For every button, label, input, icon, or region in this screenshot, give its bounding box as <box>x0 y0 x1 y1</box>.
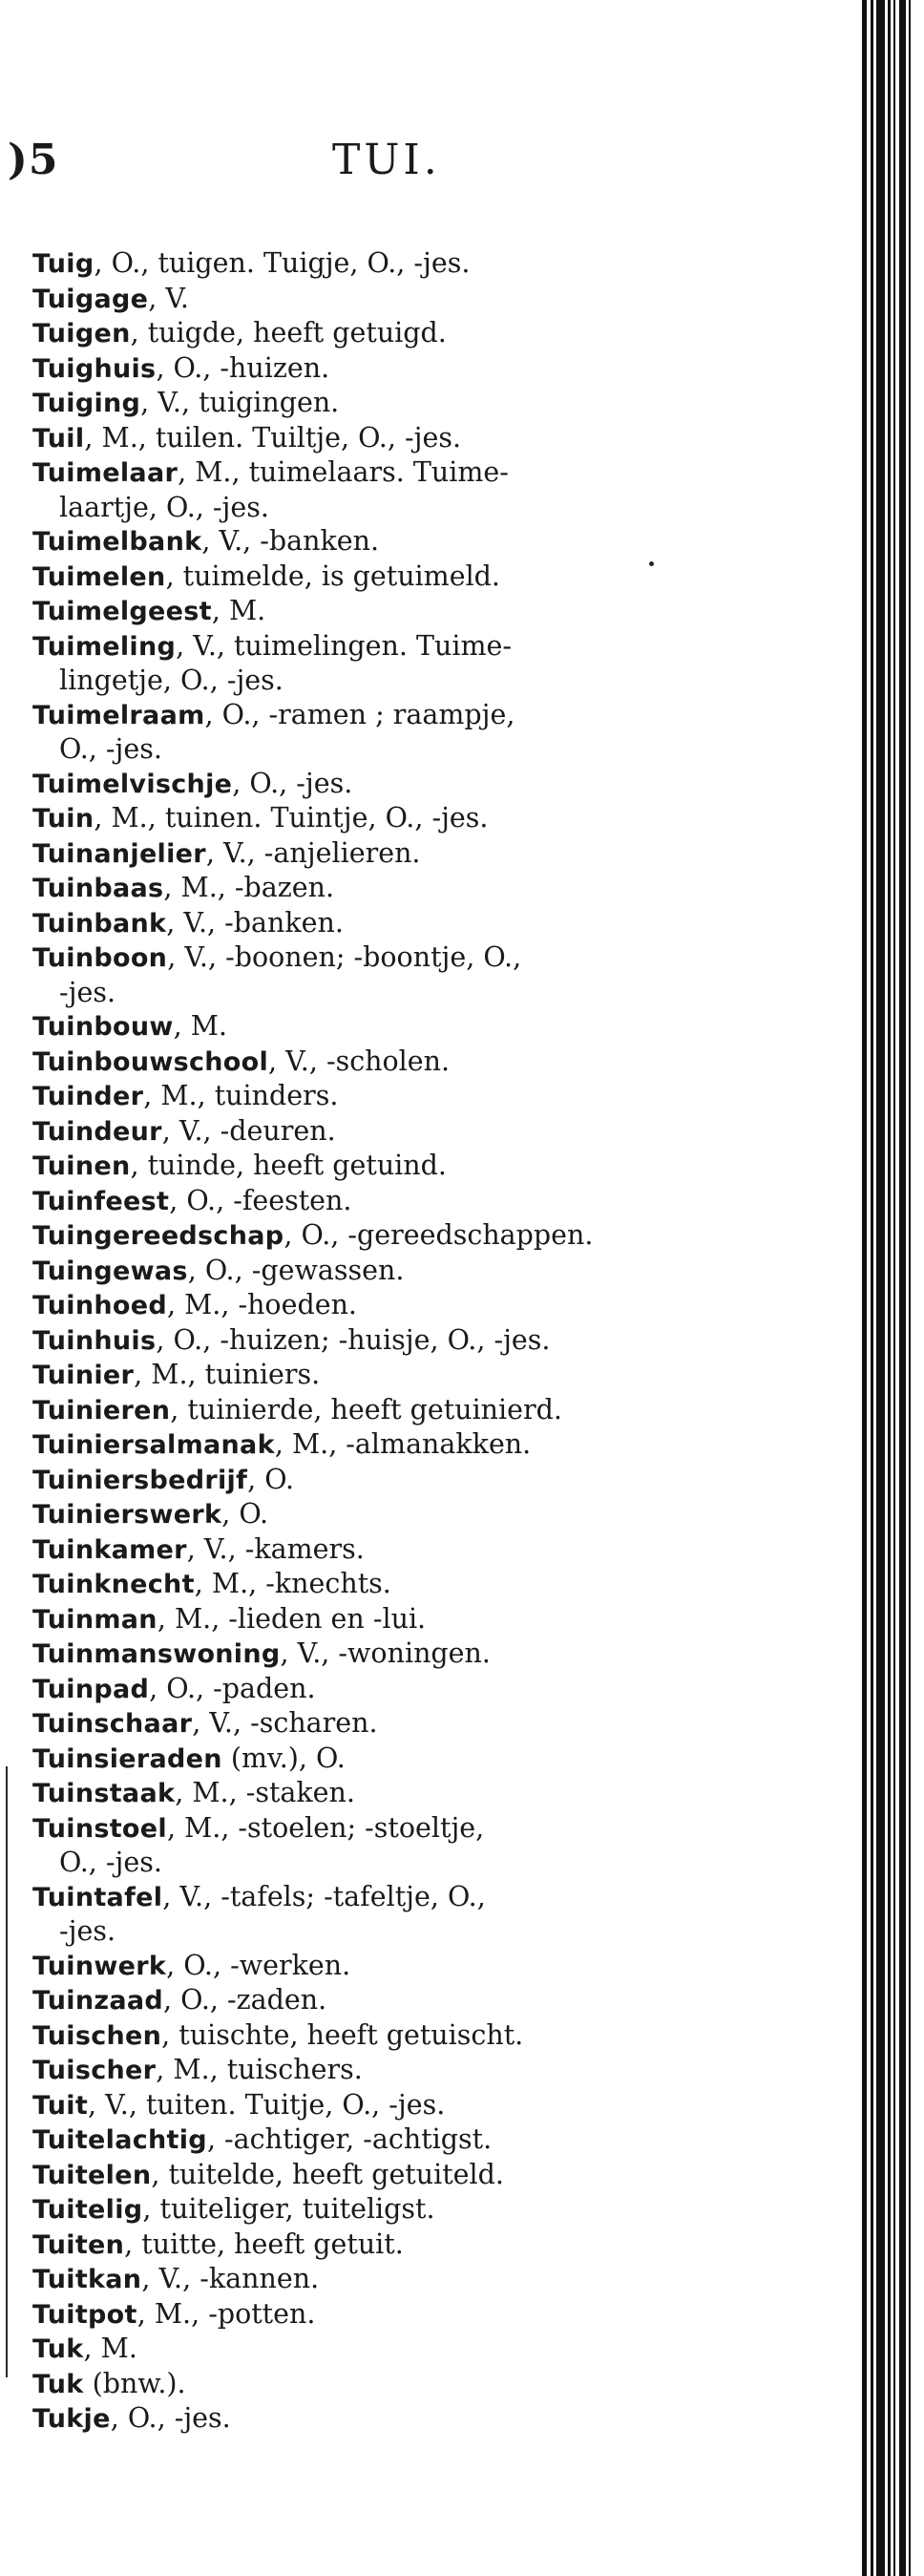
entry-continuation: O., -jes. <box>59 733 162 765</box>
dictionary-entry <box>32 767 758 802</box>
entry-headword: Tuinstoel <box>32 1813 167 1844</box>
entry-definition: , M., tuischers. <box>156 2054 363 2085</box>
entry-headword: Tuinboon <box>32 943 168 973</box>
entry-definition: , M. <box>173 1010 227 1042</box>
dictionary-entry <box>32 1706 758 1742</box>
entry-definition: , V., -banken. <box>201 525 380 557</box>
entry-definition: , O., tuigen. Tuigje, O., -jes. <box>94 247 471 279</box>
entry-continuation: O., -jes. <box>59 1847 162 1878</box>
entry-headword: Tukje <box>32 2404 111 2434</box>
entry-headword: Tuiten <box>32 2229 125 2260</box>
dictionary-entry <box>32 2158 758 2193</box>
entry-headword: Tuin <box>32 804 94 834</box>
margin-rule <box>6 1766 8 2377</box>
entry-definition: , O., -huizen; -huisje, O., -jes. <box>156 1323 551 1356</box>
entry-definition: , M., -potten. <box>136 2297 316 2330</box>
entry-headword: Tuimelraam <box>32 700 205 730</box>
dictionary-entry <box>32 1045 758 1080</box>
dictionary-entry <box>32 1880 758 1949</box>
entry-definition: , O., -paden. <box>149 1672 316 1704</box>
dictionary-entry <box>32 1742 758 1777</box>
entry-headword: Tuinen <box>32 1151 131 1181</box>
entry-definition: , O., -zaden. <box>163 1984 327 2016</box>
dictionary-entry <box>32 1463 758 1498</box>
entry-headword: Tuil <box>32 423 85 454</box>
dictionary-entry <box>32 871 758 906</box>
entry-headword: Tuinfeest <box>32 1186 170 1216</box>
entry-definition: , tuitte, heeft getuit. <box>124 2228 404 2260</box>
dictionary-entry <box>32 2228 758 2263</box>
entry-headword: Tuimelvischje <box>32 769 233 799</box>
entry-headword: Tuigage <box>32 284 149 314</box>
entry-headword: Tuinder <box>32 1082 144 1111</box>
entry-headword: Tuitelig <box>32 2195 143 2225</box>
entry-definition: , M., tuinders. <box>143 1080 339 1111</box>
dictionary-entry <box>32 801 758 836</box>
entry-headword: Tuiging <box>32 389 141 418</box>
dictionary-entry <box>32 1358 758 1393</box>
entry-definition: , O., -gereedschappen. <box>284 1219 594 1251</box>
entry-headword: Tuinbouwschool <box>32 1046 269 1077</box>
dictionary-entry <box>32 1079 758 1114</box>
entry-definition: , O., -werken. <box>166 1949 351 1981</box>
dictionary-entry <box>32 1288 758 1323</box>
entry-headword: Tuinhoed <box>32 1291 167 1320</box>
dictionary-entry <box>32 386 758 421</box>
entry-headword: Tuk <box>32 2334 84 2364</box>
entry-definition: , M., -staken. <box>175 1777 355 1808</box>
entry-definition: , M., tuinen. Tuintje, O., -jes. <box>94 802 489 834</box>
entry-headword: Tuinschaar <box>32 1709 193 1739</box>
entry-definition: , V., -woningen. <box>280 1637 491 1669</box>
dictionary-entry <box>32 698 758 767</box>
entry-definition: , tuimelde, is getuimeld. <box>165 560 500 592</box>
dictionary-entry <box>32 1983 758 2018</box>
entry-definition: , O., -feesten. <box>169 1184 352 1216</box>
entry-definition: , O., -ramen ; raampje, <box>204 698 515 730</box>
dictionary-entry <box>32 2332 758 2367</box>
speck <box>649 561 654 566</box>
entry-headword: Tuiniersalmanak <box>32 1430 275 1460</box>
entry-definition: , tuischte, heeft getuischt. <box>161 2018 524 2051</box>
entry-definition: (mv.), O. <box>221 1742 346 1774</box>
entry-definition: , tuitelde, heeft getuiteld. <box>151 2158 504 2190</box>
entry-definition: , O., -jes. <box>110 2402 231 2434</box>
dictionary-entry <box>32 1114 758 1150</box>
dictionary-entry <box>32 2053 758 2088</box>
entry-headword: Tuinknecht <box>32 1570 195 1599</box>
entry-definition: , V., tuiten. Tuitje, O., -jes. <box>88 2088 446 2121</box>
entry-headword: Tuinman <box>32 1604 158 1635</box>
entry-definition: , V., tuigingen. <box>140 387 340 418</box>
entry-headword: Tuinstaak <box>32 1779 176 1808</box>
dictionary-entry <box>32 1254 758 1289</box>
entry-definition: , M., -hoeden. <box>166 1289 357 1320</box>
page-header: TUI. <box>332 136 441 184</box>
entry-definition: , O. <box>221 1498 269 1530</box>
entry-headword: Tuinpad <box>32 1674 150 1704</box>
dictionary-entry <box>32 316 758 351</box>
entry-headword: Tuischen <box>32 2020 162 2051</box>
dictionary-entry <box>32 594 758 629</box>
entry-definition: , tuigde, heeft getuigd. <box>130 317 447 348</box>
entry-headword: Tuinbaas <box>32 874 164 903</box>
entry-continuation: laartje, O., -jes. <box>59 491 269 523</box>
entry-headword: Tuitkan <box>32 2265 142 2294</box>
dictionary-entry <box>32 1218 758 1254</box>
entry-definition: , M., tuilen. Tuiltje, O., -jes. <box>84 421 462 454</box>
entry-definition: , V., -boonen; -boontje, O., <box>167 941 522 973</box>
dictionary-entry <box>32 1323 758 1359</box>
entry-headword: Tuk <box>32 2369 84 2399</box>
entry-definition: , tuiteliger, tuiteligst. <box>142 2193 435 2225</box>
entry-headword: Tuig <box>32 249 94 279</box>
entry-headword: Tuit <box>32 2090 89 2121</box>
entry-headword: Tuischer <box>32 2056 157 2085</box>
dictionary-entry <box>32 524 758 560</box>
dictionary-entry <box>32 1009 758 1045</box>
dictionary-entry <box>32 2367 758 2402</box>
entry-definition: , M., -bazen. <box>163 872 335 903</box>
entry-headword: Tuinbouw <box>32 1012 174 1042</box>
dictionary-entry <box>32 836 758 872</box>
entry-headword: Tuinwerk <box>32 1951 167 1981</box>
entry-headword: Tuingereedschap <box>32 1221 284 1251</box>
entry-definition: , M., tuimelaars. Tuime- <box>178 456 509 488</box>
dictionary-entry <box>32 1393 758 1428</box>
entry-headword: Tuinhuis <box>32 1325 157 1356</box>
entry-headword: Tuimelgeest <box>32 597 212 626</box>
dictionary-entry <box>32 2018 758 2054</box>
dictionary-entry <box>32 1184 758 1219</box>
dictionary-entry <box>32 2088 758 2123</box>
dictionary-entry <box>32 1149 758 1184</box>
dictionary-entry <box>32 2297 758 2333</box>
entry-continuation: -jes. <box>59 976 116 1008</box>
entry-definition: , tuinierde, heeft getuinierd. <box>170 1393 562 1425</box>
entry-definition: , V., -tafels; -tafeltje, O., <box>162 1880 486 1912</box>
entry-headword: Tuinmanswoning <box>32 1639 281 1669</box>
dictionary-entry <box>32 906 758 941</box>
entry-headword: Tuindeur <box>32 1116 162 1147</box>
dictionary-entry <box>32 1672 758 1707</box>
entry-headword: Tuimelaar <box>32 458 178 488</box>
entry-headword: Tuinzaad <box>32 1986 164 2016</box>
entry-headword: Tuingewas <box>32 1256 188 1286</box>
dictionary-entry <box>32 1532 758 1568</box>
dictionary-entry <box>32 1776 758 1811</box>
entry-headword: Tuiniersbedrijf <box>32 1465 248 1495</box>
entry-headword: Tuinsieraden <box>32 1743 222 1774</box>
dictionary-entry <box>32 940 758 1009</box>
dictionary-entry <box>32 2192 758 2228</box>
page-number: )5 <box>8 136 59 184</box>
entry-headword: Tuintafel <box>32 1882 163 1912</box>
entry-headword: Tuitelen <box>32 2160 152 2190</box>
entry-definition: , M., -knechts. <box>194 1568 391 1599</box>
entry-definition: , tuinde, heeft getuind. <box>130 1150 447 1181</box>
dictionary-entry <box>32 1427 758 1463</box>
entry-headword: Tuinier <box>32 1361 135 1390</box>
dictionary-entry <box>32 421 758 456</box>
entry-definition: , O., -huizen. <box>156 351 330 384</box>
dictionary-column <box>32 246 758 2437</box>
dictionary-entry <box>32 1636 758 1672</box>
dictionary-entry <box>32 351 758 387</box>
entry-continuation: lingetje, O., -jes. <box>59 665 284 696</box>
entry-headword: Tuitelachtig <box>32 2125 207 2155</box>
entry-headword: Tuigen <box>32 319 131 348</box>
dictionary-entry <box>32 1567 758 1602</box>
entry-headword: Tuighuis <box>32 353 157 384</box>
entry-definition: , M., -almanakken. <box>274 1428 532 1460</box>
entry-definition: (bnw.). <box>83 2367 186 2399</box>
entry-headword: Tuitpot <box>32 2299 137 2330</box>
entry-definition: , M. <box>83 2333 137 2364</box>
dictionary-entry <box>32 1811 758 1880</box>
entry-definition: , V., tuimelingen. Tuime- <box>176 629 513 662</box>
entry-definition: , V. <box>148 282 189 314</box>
dictionary-entry <box>32 2122 758 2158</box>
entry-definition: , V., -anjelieren. <box>205 836 421 869</box>
entry-definition: , -achtiger, -achtigst. <box>206 2123 493 2155</box>
entry-definition: , V., -kamers. <box>186 1532 365 1565</box>
entry-continuation: -jes. <box>59 1915 116 1947</box>
dictionary-entry <box>32 629 758 698</box>
dictionary-entry <box>32 1602 758 1637</box>
entry-definition: , V., -deuren. <box>161 1114 336 1147</box>
entry-headword: Tuinkamer <box>32 1534 187 1565</box>
entry-definition: , M., -stoelen; -stoeltje, <box>166 1811 485 1844</box>
entry-definition: , O. <box>247 1463 295 1495</box>
entry-headword: Tuimelen <box>32 561 166 592</box>
entry-headword: Tuimelbank <box>32 527 202 557</box>
dictionary-entry <box>32 1497 758 1532</box>
entry-definition: , V., -scharen. <box>192 1707 378 1739</box>
entry-definition: , O., -gewassen. <box>187 1254 405 1286</box>
entry-headword: Tuinanjelier <box>32 838 206 869</box>
dictionary-entry <box>32 2262 758 2297</box>
entry-definition: , M. <box>211 595 266 626</box>
entry-definition: , V., -kannen. <box>141 2263 320 2294</box>
entry-definition: , M., tuiniers. <box>134 1359 321 1390</box>
dictionary-entry <box>32 1949 758 1984</box>
entry-definition: , M., -lieden en -lui. <box>157 1602 427 1635</box>
entry-definition: , O., -jes. <box>232 767 353 799</box>
dictionary-entry <box>32 282 758 317</box>
dictionary-entry <box>32 455 758 524</box>
entry-headword: Tuinierswerk <box>32 1500 222 1530</box>
entry-headword: Tuinieren <box>32 1395 171 1425</box>
dictionary-entry <box>32 246 758 282</box>
entry-definition: , V., -banken. <box>166 906 344 939</box>
dictionary-entry <box>32 2401 758 2437</box>
entry-definition: , V., -scholen. <box>268 1045 451 1077</box>
entry-headword: Tuinbank <box>32 908 167 939</box>
entry-headword: Tuimeling <box>32 631 177 662</box>
